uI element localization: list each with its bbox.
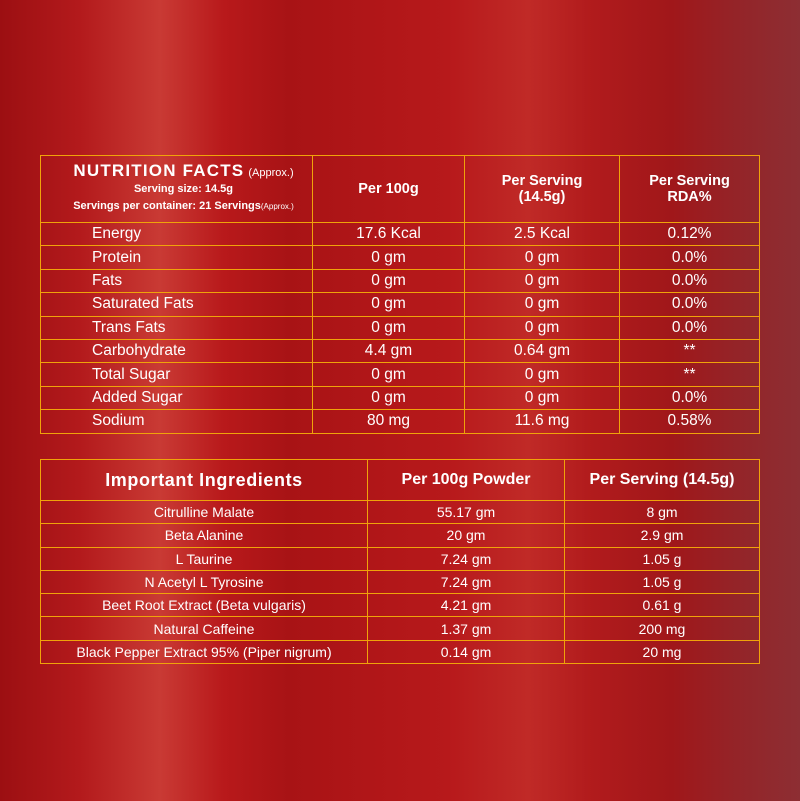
- col-header-per-serving: Per Serving (14.5g): [465, 156, 620, 223]
- per-serving-value: 0.64 gm: [465, 339, 620, 362]
- nutrition-row: [41, 386, 760, 409]
- ingredients-title: Important Ingredients: [41, 460, 368, 501]
- per100-powder-value: 55.17 gm: [368, 501, 565, 524]
- per-serving-value: 0 gm: [465, 293, 620, 316]
- nutrition-row: [41, 293, 760, 316]
- per-serving-value: 0 gm: [465, 363, 620, 386]
- ingredient-row: [41, 617, 760, 640]
- per-serving-value: 0 gm: [465, 386, 620, 409]
- col-header-rda: Per Serving RDA%: [620, 156, 760, 223]
- rda-value: 0.0%: [620, 386, 760, 409]
- rda-value: **: [620, 363, 760, 386]
- per-serving-value: 11.6 mg: [465, 410, 620, 433]
- ingredient-name: Citrulline Malate: [41, 501, 368, 524]
- per-serving-value: 0 gm: [465, 246, 620, 269]
- nutrient-name: Carbohydrate: [41, 339, 313, 362]
- nutrient-name: Saturated Fats: [41, 293, 313, 316]
- per-serving-value: 0.61 g: [565, 594, 760, 617]
- per100-value: 0 gm: [313, 246, 465, 269]
- ingredient-row: [41, 524, 760, 547]
- nutrient-name: Added Sugar: [41, 386, 313, 409]
- nutrition-title-cell: [41, 156, 313, 223]
- ingredient-name: Beet Root Extract (Beta vulgaris): [41, 594, 368, 617]
- ingredient-row: [41, 594, 760, 617]
- col-header-per-serving: Per Serving (14.5g): [565, 460, 760, 501]
- nutrition-facts-table: [40, 155, 760, 434]
- per100-powder-value: 1.37 gm: [368, 617, 565, 640]
- ingredients-header-row: [41, 460, 760, 501]
- rda-value: 0.0%: [620, 246, 760, 269]
- per100-powder-value: 0.14 gm: [368, 640, 565, 663]
- nutrition-row: [41, 269, 760, 292]
- nutrient-name: Trans Fats: [41, 316, 313, 339]
- rda-value: 0.0%: [620, 316, 760, 339]
- nutrient-name: Total Sugar: [41, 363, 313, 386]
- per-serving-value: 20 mg: [565, 640, 760, 663]
- servings-approx: (Approx.): [260, 202, 294, 211]
- rda-value: **: [620, 339, 760, 362]
- per100-value: 80 mg: [313, 410, 465, 433]
- per100-value: 17.6 Kcal: [313, 223, 465, 246]
- per100-value: 0 gm: [313, 269, 465, 292]
- ingredient-row: [41, 640, 760, 663]
- nutrition-row: [41, 410, 760, 433]
- col-header-per100: Per 100g: [313, 156, 465, 223]
- per100-powder-value: 4.21 gm: [368, 594, 565, 617]
- per-serving-value: 1.05 g: [565, 570, 760, 593]
- per100-value: 4.4 gm: [313, 339, 465, 362]
- per100-value: 0 gm: [313, 293, 465, 316]
- nutrition-row: [41, 316, 760, 339]
- per100-value: 0 gm: [313, 386, 465, 409]
- nutrition-approx: (Approx.): [248, 167, 294, 179]
- per-serving-value: 0 gm: [465, 316, 620, 339]
- ingredient-name: Natural Caffeine: [41, 617, 368, 640]
- per-serving-value: 2.5 Kcal: [465, 223, 620, 246]
- nutrient-name: Fats: [41, 269, 313, 292]
- per-serving-value: 0 gm: [465, 269, 620, 292]
- nutrient-name: Energy: [41, 223, 313, 246]
- nutrition-header-row: [41, 156, 760, 223]
- ingredient-row: [41, 501, 760, 524]
- per100-powder-value: 7.24 gm: [368, 570, 565, 593]
- ingredient-name: N Acetyl L Tyrosine: [41, 570, 368, 593]
- rda-value: 0.0%: [620, 293, 760, 316]
- rda-value: 0.0%: [620, 269, 760, 292]
- per100-powder-value: 7.24 gm: [368, 547, 565, 570]
- nutrition-row: [41, 246, 760, 269]
- per-serving-value: 2.9 gm: [565, 524, 760, 547]
- nutrition-title: NUTRITION FACTS: [73, 161, 245, 180]
- ingredient-row: [41, 547, 760, 570]
- servings-per-container: Servings per container: 21 Servings: [73, 200, 261, 212]
- important-ingredients-table: [40, 459, 760, 664]
- nutrition-row: [41, 339, 760, 362]
- ingredient-name: L Taurine: [41, 547, 368, 570]
- rda-value: 0.58%: [620, 410, 760, 433]
- per-serving-value: 1.05 g: [565, 547, 760, 570]
- per100-value: 0 gm: [313, 316, 465, 339]
- ingredient-row: [41, 570, 760, 593]
- rda-value: 0.12%: [620, 223, 760, 246]
- ingredient-name: Black Pepper Extract 95% (Piper nigrum): [41, 640, 368, 663]
- nutrient-name: Protein: [41, 246, 313, 269]
- ingredient-name: Beta Alanine: [41, 524, 368, 547]
- per100-powder-value: 20 gm: [368, 524, 565, 547]
- serving-size: Serving size: 14.5g: [133, 183, 234, 195]
- per-serving-value: 8 gm: [565, 501, 760, 524]
- col-header-per100-powder: Per 100g Powder: [368, 460, 565, 501]
- per-serving-value: 200 mg: [565, 617, 760, 640]
- nutrition-row: [41, 363, 760, 386]
- nutrition-row: [41, 223, 760, 246]
- nutrient-name: Sodium: [41, 410, 313, 433]
- per100-value: 0 gm: [313, 363, 465, 386]
